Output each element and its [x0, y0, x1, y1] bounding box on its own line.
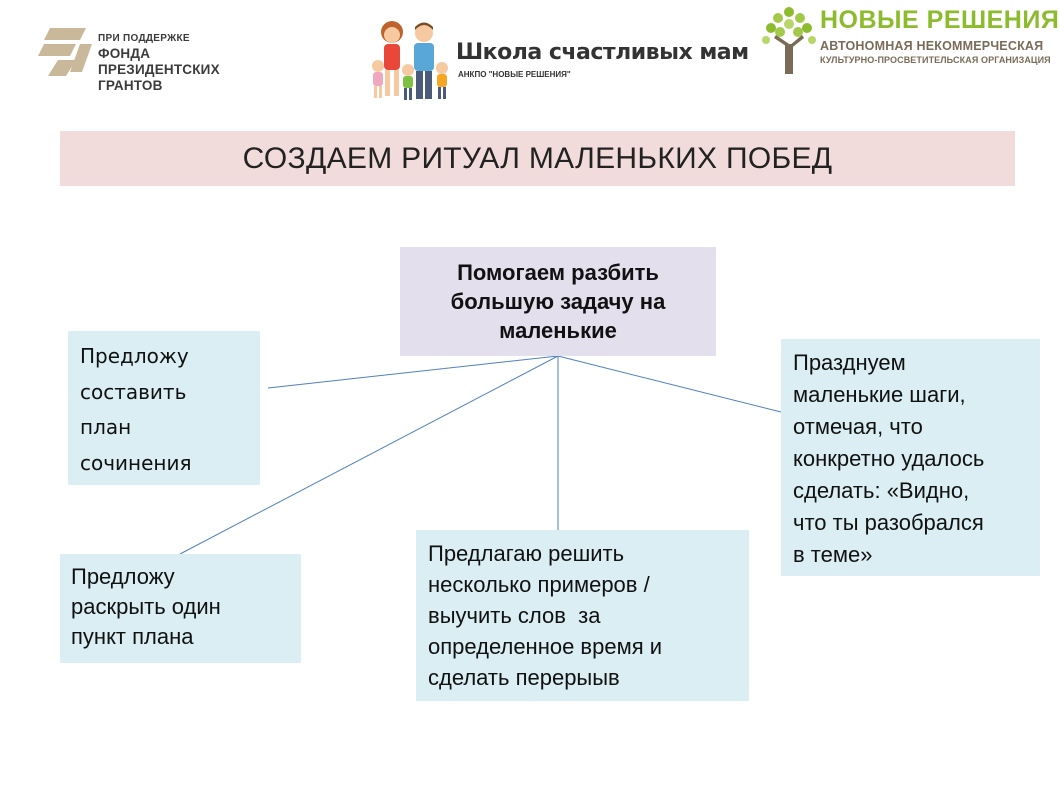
node-text-line: план	[80, 415, 132, 439]
node-text-line: определенное время и	[428, 634, 663, 659]
nr-subtitle-2: КУЛЬТУРНО-ПРОСВЕТИТЕЛЬСКАЯ ОРГАНИЗАЦИЯ	[820, 55, 1051, 65]
node-text-line: сделать: «Видно,	[793, 478, 970, 503]
node-text-line: сделать перерыыв	[428, 665, 620, 690]
node-text-line: пункт плана	[71, 624, 194, 649]
center-node-line: большую задачу на	[450, 289, 666, 314]
node-plan-point	[60, 554, 301, 663]
center-node-line: Помогаем разбить	[457, 260, 659, 285]
school-subtitle: АНКПО "НОВЫЕ РЕШЕНИЯ"	[458, 70, 571, 79]
page-title: СОЗДАЕМ РИТУАЛ МАЛЕНЬКИХ ПОБЕД	[242, 141, 833, 175]
school-title: Школа счастливых мам	[456, 40, 749, 65]
node-celebrate	[781, 339, 1040, 576]
fpg-line-3: ПРЕЗИДЕНТСКИХ	[98, 62, 220, 77]
center-node-line: маленькие	[499, 318, 617, 343]
node-text-line: выучить слов за	[428, 603, 601, 628]
fpg-line-2: ФОНДА	[98, 46, 151, 61]
node-text-line: составить	[80, 379, 187, 404]
node-text-line: что ты разобрался	[793, 510, 984, 535]
connector-right	[558, 356, 781, 412]
node-text-line: Празднуем	[793, 350, 906, 375]
fpg-line-1: ПРИ ПОДДЕРЖКЕ	[98, 33, 190, 44]
node-text-line: Предложу	[71, 564, 175, 589]
node-text-line: несколько примеров /	[428, 572, 650, 597]
node-text-line: Предлагаю решить	[428, 541, 625, 566]
node-text-line: в теме»	[793, 542, 873, 567]
node-plan-essay	[68, 331, 260, 485]
nr-title: НОВЫЕ РЕШЕНИЯ	[820, 6, 1060, 34]
node-text-line: отмечая, что	[793, 414, 923, 439]
node-text-line: конкретно удалось	[793, 446, 985, 471]
node-timed-task	[416, 530, 749, 701]
node-text-line: сочинения	[80, 450, 192, 475]
connector-left-top	[268, 356, 558, 388]
center-node	[400, 247, 716, 356]
nr-subtitle-1: АВТОНОМНАЯ НЕКОММЕРЧЕСКАЯ	[820, 39, 1044, 53]
node-text-line: раскрыть один	[71, 594, 221, 619]
node-text-line: маленькие шаги,	[793, 382, 966, 407]
node-text-line: Предложу	[80, 344, 189, 368]
fpg-line-4: ГРАНТОВ	[98, 78, 163, 93]
